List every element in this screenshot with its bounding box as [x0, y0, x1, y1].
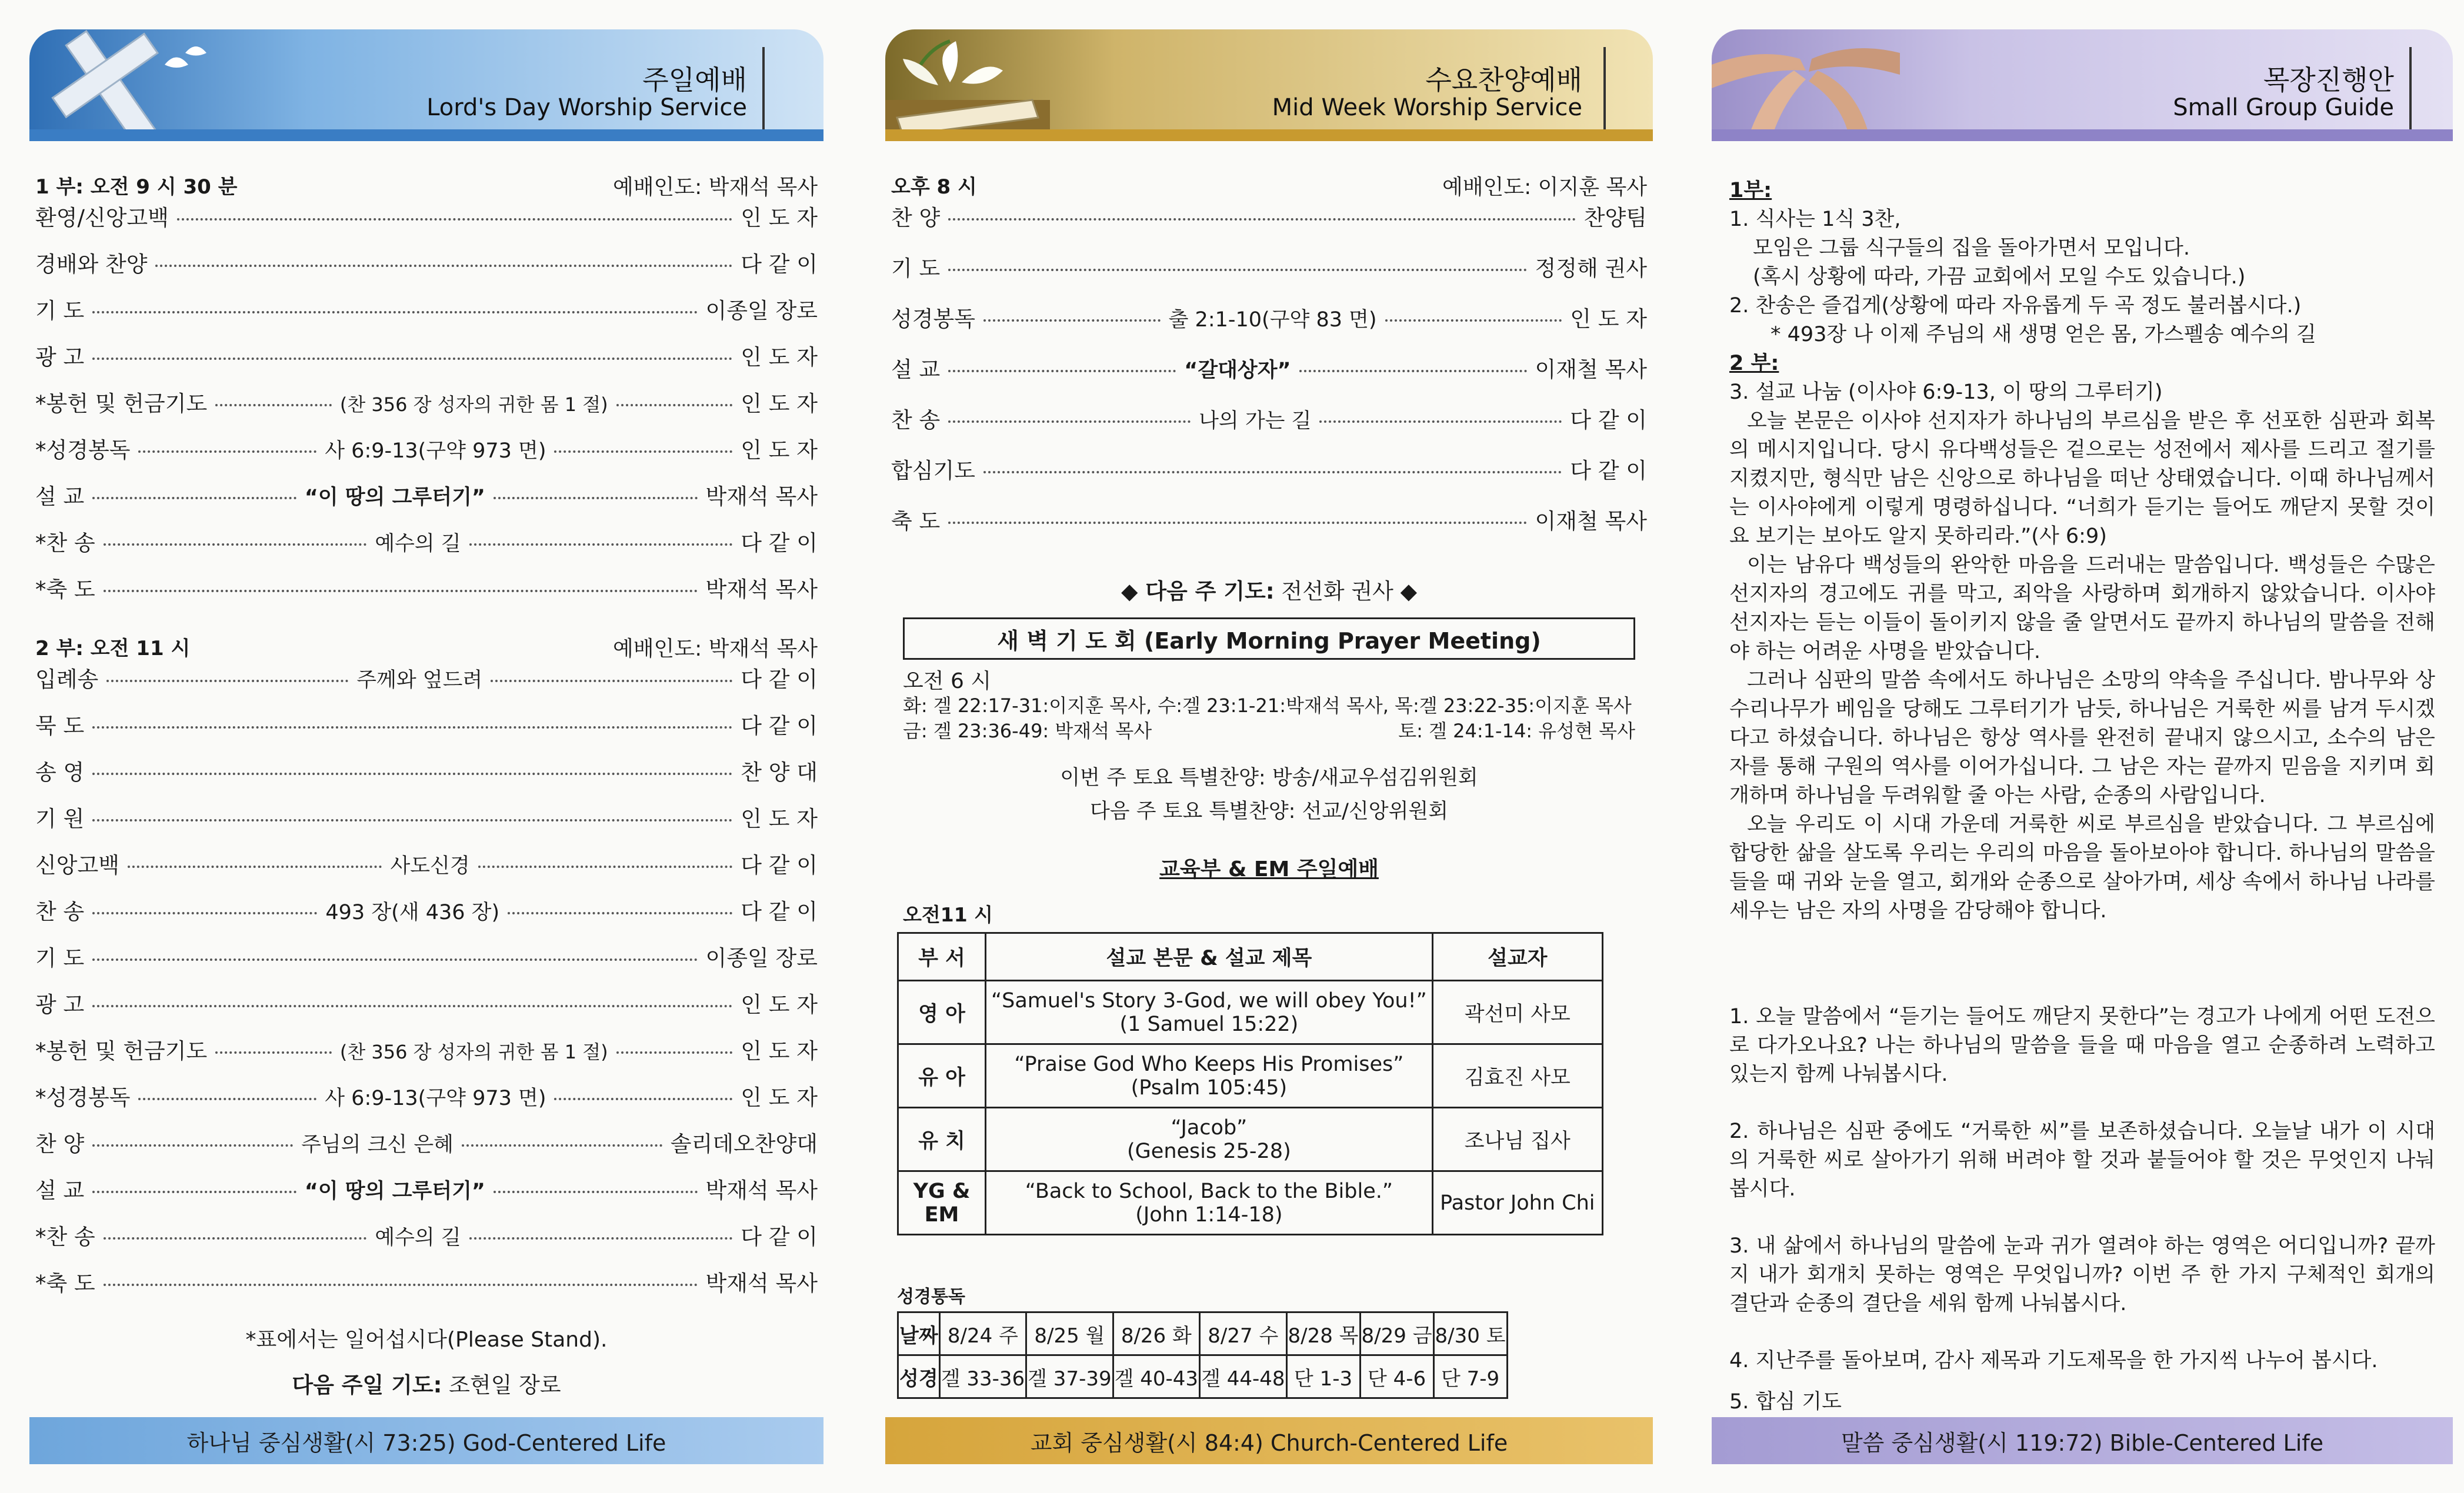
reading-ref: 겔 37-39 [1026, 1355, 1113, 1398]
order-item [35, 987, 818, 1018]
order-item-leader: 다 같 이 [741, 530, 818, 556]
order-item [35, 1265, 818, 1297]
question-1: 1. 오늘 말씀에서 “듣기는 들어도 깨닫지 못한다”는 경고가 나에게 어떤 도전으로 다가오나요? 나는 하나님의 말씀을 들을 때 마음을 열고 순종하려 노력하고 있는지 함께 나눠봅시다. [1729, 1005, 2435, 1086]
edu-table [897, 932, 1603, 1235]
edu-sermon [986, 981, 1433, 1044]
edu-sermon-title: “Praise God Who Keeps His Promises” [1014, 1052, 1404, 1076]
reading-ref: 겔 33-36 [939, 1355, 1026, 1398]
order-item-leader: 다 같 이 [741, 899, 818, 924]
order-item-leader: 다 같 이 [741, 713, 818, 739]
order-item-detail: 사도신경 [390, 854, 470, 878]
order-item [35, 847, 818, 879]
small-group-column [1712, 29, 2453, 1464]
order-item [35, 662, 818, 693]
order-item [35, 1126, 818, 1158]
part1-line4: 2. 찬송은 즐겁게(상황에 따라 자유롭게 두 곡 정도 불러봅시다.) [1729, 294, 2302, 318]
dawn-prayer-title: 새 벽 기 도 회 (Early Morning Prayer Meeting) [903, 617, 1635, 660]
edu-dept: 유 아 [898, 1044, 986, 1108]
order-item-leader: 다 같 이 [741, 1224, 818, 1250]
edu-dept: 유 치 [898, 1108, 986, 1171]
order-item-detail: (찬 356 장 성자의 귀한 몸 1 절) [339, 1041, 608, 1063]
edu-sermon [986, 1108, 1433, 1171]
sunday-service-column [29, 29, 823, 1464]
order-item [891, 453, 1647, 485]
part2-label: 2 부: [1729, 352, 1779, 375]
header-divider [762, 47, 765, 129]
edu-sermon-title: “Jacob” [1171, 1115, 1248, 1140]
edu-sermon-ref: (1 Samuel 15:22) [1119, 1012, 1299, 1036]
order-item [35, 1080, 818, 1111]
order-item-detail: 사 6:9-13(구약 973 면) [325, 1087, 546, 1110]
reading-day: 8/29 금 [1360, 1312, 1433, 1355]
order-item-label: 기 도 [35, 946, 85, 971]
order-item [35, 572, 818, 603]
order-item [891, 402, 1647, 434]
order-item-leader: 박재석 목사 [705, 577, 818, 602]
reading-table [897, 1311, 1508, 1399]
order-item-leader: 다 같 이 [1570, 458, 1647, 483]
order-item-label: 설 교 [35, 1178, 85, 1203]
edu-preacher: 곽선미 사모 [1432, 981, 1602, 1044]
edu-header-title: 설교 본문 & 설교 제목 [986, 933, 1433, 981]
order-item-label: *봉헌 및 헌금기도 [35, 391, 208, 416]
reading-day: 8/28 목 [1286, 1312, 1360, 1355]
question-4: 4. 지난주를 돌아보며, 감사 제목과 기도제목을 한 가지씩 나누어 봅시다. [1729, 1349, 2378, 1372]
order-item-leader: 인 도 자 [741, 205, 818, 231]
reading-day: 8/25 월 [1026, 1312, 1113, 1355]
order-item [891, 503, 1647, 535]
edu-sermon-ref: (Genesis 25-28) [1127, 1139, 1291, 1163]
order-item-label: 입례송 [35, 667, 99, 692]
header-divider [2409, 47, 2412, 129]
order-item-label: 광 고 [35, 345, 85, 370]
small-group-title-en: Small Group Guide [2173, 94, 2394, 121]
order-item-leader: 인 도 자 [1570, 306, 1647, 332]
order-item-leader: 정정해 권사 [1535, 256, 1647, 281]
order-item-detail: “이 땅의 그루터기” [304, 1180, 485, 1203]
edu-sermon-title: “Back to School, Back to the Bible.” [1025, 1179, 1393, 1203]
order-item-label: 기 도 [891, 256, 941, 281]
order-item-leader: 다 같 이 [741, 853, 818, 878]
edu-row [898, 1108, 1603, 1171]
order-item-leader: 인 도 자 [741, 345, 818, 370]
order-item [35, 432, 818, 464]
order-item-detail: 주님의 크신 은혜 [301, 1133, 454, 1157]
reading-title: 성경통독 [897, 1287, 965, 1307]
order-item [35, 754, 818, 786]
order-item-label: 설 교 [35, 484, 85, 509]
order-item-label: *찬 송 [35, 1224, 95, 1250]
small-group-header [1712, 29, 2453, 141]
order-item-label: *성경봉독 [35, 437, 131, 463]
order-item [35, 940, 818, 972]
order-item-leader: 박재석 목사 [705, 1178, 818, 1203]
order-item-label: 환영/신앙고백 [35, 205, 169, 231]
wednesday-heading: 오후 8 시 예배인도: 이지훈 목사 [891, 175, 1647, 199]
order-item [35, 1219, 818, 1251]
edu-sermon-ref: (John 1:14-18) [1135, 1203, 1283, 1227]
sunday-header [29, 29, 823, 141]
part2-line1: 3. 설교 나눔 (이사야 6:9-13, 이 땅의 그루터기) [1729, 380, 2163, 404]
order-item-label: *찬 송 [35, 530, 95, 556]
next-sunday-prayer: 다음 주일 기도: 조현일 장로 [292, 1372, 561, 1398]
edu-preacher: 김효진 사모 [1432, 1044, 1602, 1108]
order-item-detail: “갈대상자” [1184, 359, 1291, 382]
edu-preacher: 조나님 집사 [1432, 1108, 1602, 1171]
order-item-leader: 인 도 자 [741, 437, 818, 463]
order-item-label: 찬 송 [35, 899, 85, 924]
part1-line3: (혹시 상황에 따라, 가끔 교회에서 모일 수도 있습니다.) [1753, 265, 2246, 289]
reading-day: 8/24 주 [939, 1312, 1026, 1355]
order-item-label: 기 원 [35, 806, 85, 831]
edu-time: 오전11 시 [903, 903, 993, 926]
order-item-leader: 이재철 목사 [1535, 509, 1647, 534]
order-item [35, 479, 818, 510]
reading-refs-row [898, 1355, 1508, 1398]
reading-ref: 단 1-3 [1286, 1355, 1360, 1398]
order-item-label: *축 도 [35, 1271, 95, 1296]
header-divider [1603, 47, 1606, 129]
question-3: 3. 내 삶에서 하나님의 말씀에 눈과 귀가 열려야 하는 영역은 어디입니까? 끝까지 내가 회개치 못하는 영역은 무엇입니까? 이번 주 한 가지 구체적인 회개의 결단과 순종의 결단을 세워 함께 나눠봅시다. [1729, 1234, 2435, 1315]
order-item-detail: 예수의 길 [375, 532, 461, 556]
order-item-leader: 박재석 목사 [705, 1271, 818, 1296]
order-item [35, 200, 818, 232]
order-item-leader: 인 도 자 [741, 992, 818, 1017]
reading-day: 8/27 수 [1200, 1312, 1286, 1355]
sermon-paragraph-3: 그러나 심판의 말씀 속에서도 하나님은 소망의 약속을 주십니다. 밤나무와 상수리나무가 베임을 당해도 그루터기가 남듯, 하나님은 거룩한 씨를 남겨 두시겠다고 하셨습니다. 하나님은 항상 역사를 완전히 끝내지 않으시고, 소수의 남은 자를 통해 구원의 역사를 이어가십니다. 그 남은 자는 끝까지 믿음을 지키며 회개하며 하나님을 두려워할 줄 아는 사람, 순종의 사람입니다. [1729, 669, 2435, 807]
edu-dept: 영 아 [898, 981, 986, 1044]
sunday-title-ko: 주일예배 [642, 64, 747, 96]
edu-row [898, 1171, 1603, 1235]
order-item [891, 352, 1647, 383]
order-item-label: 경배와 찬양 [35, 252, 148, 277]
reading-day: 8/26 화 [1113, 1312, 1199, 1355]
order-item [35, 246, 818, 278]
edu-table-header [898, 933, 1603, 981]
dawn-time: 오전 6 시 [903, 669, 992, 693]
wednesday-title-en: Mid Week Worship Service [1272, 94, 1582, 121]
part1-line1: 1. 식사는 1식 3찬, [1729, 208, 1901, 231]
part1-line2: 모임은 그룹 식구들의 집을 돌아가면서 모입니다. [1753, 236, 2190, 260]
order-item [35, 1173, 818, 1204]
order-item-leader: 다 같 이 [741, 667, 818, 692]
part1-guide [1729, 176, 2435, 926]
edu-row [898, 981, 1603, 1044]
reading-refs-label: 성경 [898, 1355, 940, 1398]
order-item-leader: 찬 양 대 [741, 760, 818, 785]
order-item-leader: 이종일 장로 [705, 946, 818, 971]
order-item [35, 339, 818, 371]
order-item-leader: 인 도 자 [741, 1085, 818, 1110]
cross-icon [29, 29, 224, 141]
order-item-label: 기 도 [35, 298, 85, 323]
order-item-detail: (찬 356 장 성자의 귀한 몸 1 절) [339, 393, 608, 416]
edu-preacher: Pastor John Chi [1432, 1171, 1602, 1235]
order-item-leader: 다 같 이 [1570, 408, 1647, 433]
lily-icon [885, 29, 1050, 141]
edu-row [898, 1044, 1603, 1108]
order-item-detail: 나의 가는 길 [1199, 409, 1312, 433]
praise-next-week: 다음 주 토요 특별찬양: 선교/신앙위원회 [1089, 800, 1449, 823]
stand-note: *표에서는 일어섭시다(Please Stand). [245, 1328, 608, 1352]
question-5: 5. 합심 기도 [1729, 1390, 1842, 1414]
reading-ref: 겔 44-48 [1200, 1355, 1286, 1398]
order-item-label: 축 도 [891, 509, 941, 534]
part1-line5: * 493장 나 이제 주님의 새 생명 얻은 몸, 가스펠송 예수의 길 [1771, 323, 2316, 346]
sermon-paragraph-2: 이는 남유다 백성들의 완악한 마음을 드러내는 말씀입니다. 백성들은 수많은 선지자의 경고에도 귀를 막고, 죄악을 사랑하며 회개하지 않았습니다. 이사야 선지자는 듣는 이들이 돌이키지 않을 줄 알면서도 끝까지 하나님의 말씀을 전해야 하는 어려운 사명을 받았습니다. [1729, 553, 2435, 663]
reading-ref: 단 7-9 [1433, 1355, 1507, 1398]
order-item [35, 293, 818, 325]
service1-heading: 1 부: 오전 9 시 30 분 예배인도: 박재석 목사 [35, 175, 818, 199]
dawn-schedule-1: 화: 겔 22:17-31:이지훈 목사, 수:겔 23:1-21:박재석 목사, 목:겔 23:22-35:이지훈 목사 [903, 694, 1632, 717]
order-item-leader: 이종일 장로 [705, 298, 818, 323]
wednesday-title-ko: 수요찬양예배 [1425, 64, 1582, 96]
order-item-leader: 인 도 자 [741, 391, 818, 416]
reading-days-row [898, 1312, 1508, 1355]
order-item [35, 708, 818, 740]
order-item-leader: 박재석 목사 [705, 484, 818, 509]
wednesday-service-column [885, 29, 1653, 1464]
order-item-leader: 인 도 자 [741, 1038, 818, 1064]
edu-title: 교육부 & EM 주일예배 [1159, 857, 1379, 881]
wednesday-header [885, 29, 1653, 141]
order-item-label: *성경봉독 [35, 1085, 131, 1110]
reading-days-label: 날짜 [898, 1312, 940, 1355]
order-item-leader: 이재철 목사 [1535, 357, 1648, 382]
order-item-label: 합심기도 [891, 458, 975, 483]
order-item-label: 묵 도 [35, 713, 85, 739]
edu-header-preacher: 설교자 [1432, 933, 1602, 981]
sermon-paragraph-4: 오늘 우리도 이 시대 가운데 거룩한 씨로 부르심을 받았습니다. 그 부르심에 합당한 삶을 살도록 우리는 우리의 마음을 돌아보아야 합니다. 하나님의 말씀을 들을 때 귀와 눈을 열고, 회개와 순종으로 살아가며, 세상 속에서 하나님 나라를 세우는 남은 자의 사명을 감당해야 합니다. [1729, 813, 2435, 923]
order-item-leader: 솔리데오찬양대 [670, 1131, 818, 1157]
reading-ref: 단 4-6 [1360, 1355, 1433, 1398]
dawn-schedule-2: 금: 겔 23:36-49: 박재석 목사 [903, 720, 1152, 742]
order-item-label: 성경봉독 [891, 306, 975, 332]
order-item-leader: 찬양팀 [1583, 205, 1647, 231]
order-item [35, 1033, 818, 1065]
order-item-detail: 예수의 길 [375, 1226, 461, 1250]
edu-sermon [986, 1044, 1433, 1108]
order-item-label: 송 영 [35, 760, 85, 785]
sermon-paragraph-1: 오늘 본문은 이사야 선지자가 하나님의 부르심을 받은 후 선포한 심판과 회복의 메시지입니다. 당시 유다백성들은 겉으로는 성전에서 제사를 드리고 절기를 지켰지만, 형식만 남은 신앙으로 하나님을 떠난 상태였습니다. 이때 하나님께서는 이사야에게 이렇게 명령하십니다. “너희가 듣기는 들어도 깨닫지 못할 것이요 보기는 보아도 알지 못하리라.”(사 6:9) [1729, 409, 2435, 548]
edu-sermon-title: “Samuel's Story 3-God, we will obey You!” [991, 988, 1427, 1013]
order-item-detail: 출 2:1-10(구약 83 면) [1168, 308, 1377, 332]
reading-ref: 겔 40-43 [1113, 1355, 1199, 1398]
sunday-footer: 하나님 중심생활(시 73:25) God-Centered Life [29, 1417, 823, 1464]
reading-day: 8/30 토 [1433, 1312, 1507, 1355]
praise-this-week: 이번 주 토요 특별찬양: 방송/새교우섬김위원회 [1060, 766, 1478, 790]
service2-heading: 2 부: 오전 11 시 예배인도: 박재석 목사 [35, 637, 818, 661]
order-item-label: 찬 송 [891, 408, 941, 433]
dawn-schedule-3: 토: 겔 24:1-14: 유성현 목사 [1398, 720, 1635, 742]
small-group-title-ko: 목장진행안 [2263, 64, 2394, 96]
order-item [891, 250, 1647, 282]
order-item-detail: 주께와 엎드려 [356, 669, 483, 692]
edu-sermon-ref: (Psalm 105:45) [1131, 1076, 1288, 1100]
hands-icon [1712, 29, 1906, 141]
small-group-footer: 말씀 중심생활(시 119:72) Bible-Centered Life [1712, 1417, 2453, 1464]
order-item [35, 801, 818, 833]
part1-label: 1부: [1729, 179, 1772, 202]
order-item-label: 찬 양 [35, 1131, 85, 1157]
order-item-label: 신앙고백 [35, 853, 119, 878]
order-item [891, 200, 1647, 232]
order-item-leader: 인 도 자 [741, 806, 818, 831]
order-item-label: 설 교 [891, 357, 941, 382]
order-item-label: 찬 양 [891, 205, 941, 231]
order-item-label: *봉헌 및 헌금기도 [35, 1038, 208, 1064]
edu-dept: YG & EM [898, 1171, 986, 1235]
order-item-detail: “이 땅의 그루터기” [304, 486, 485, 509]
order-item-detail: 사 6:9-13(구약 973 면) [325, 439, 546, 463]
next-wednesday-prayer: ◆ 다음 주 기도: 전선화 권사 ◆ [1121, 579, 1418, 604]
order-item [35, 894, 818, 926]
edu-header-dept: 부 서 [898, 933, 986, 981]
edu-sermon [986, 1171, 1433, 1235]
question-2: 2. 하나님은 심판 중에도 “거룩한 씨”를 보존하셨습니다. 오늘날 내가 이 시대의 거룩한 씨로 살아가기 위해 버려야 할 것과 붙들어야 할 것은 무엇인지 나눠봅시다. [1729, 1120, 2435, 1201]
wednesday-footer: 교회 중심생활(시 84:4) Church-Centered Life [885, 1417, 1653, 1464]
sunday-title-en: Lord's Day Worship Service [426, 94, 747, 121]
order-item-detail: 493 장(새 436 장) [325, 901, 500, 924]
order-item [35, 386, 818, 417]
order-item [35, 525, 818, 557]
order-item-label: 광 고 [35, 992, 85, 1017]
order-item [891, 301, 1647, 333]
order-item-leader: 다 같 이 [741, 252, 818, 277]
order-item-label: *축 도 [35, 577, 95, 602]
